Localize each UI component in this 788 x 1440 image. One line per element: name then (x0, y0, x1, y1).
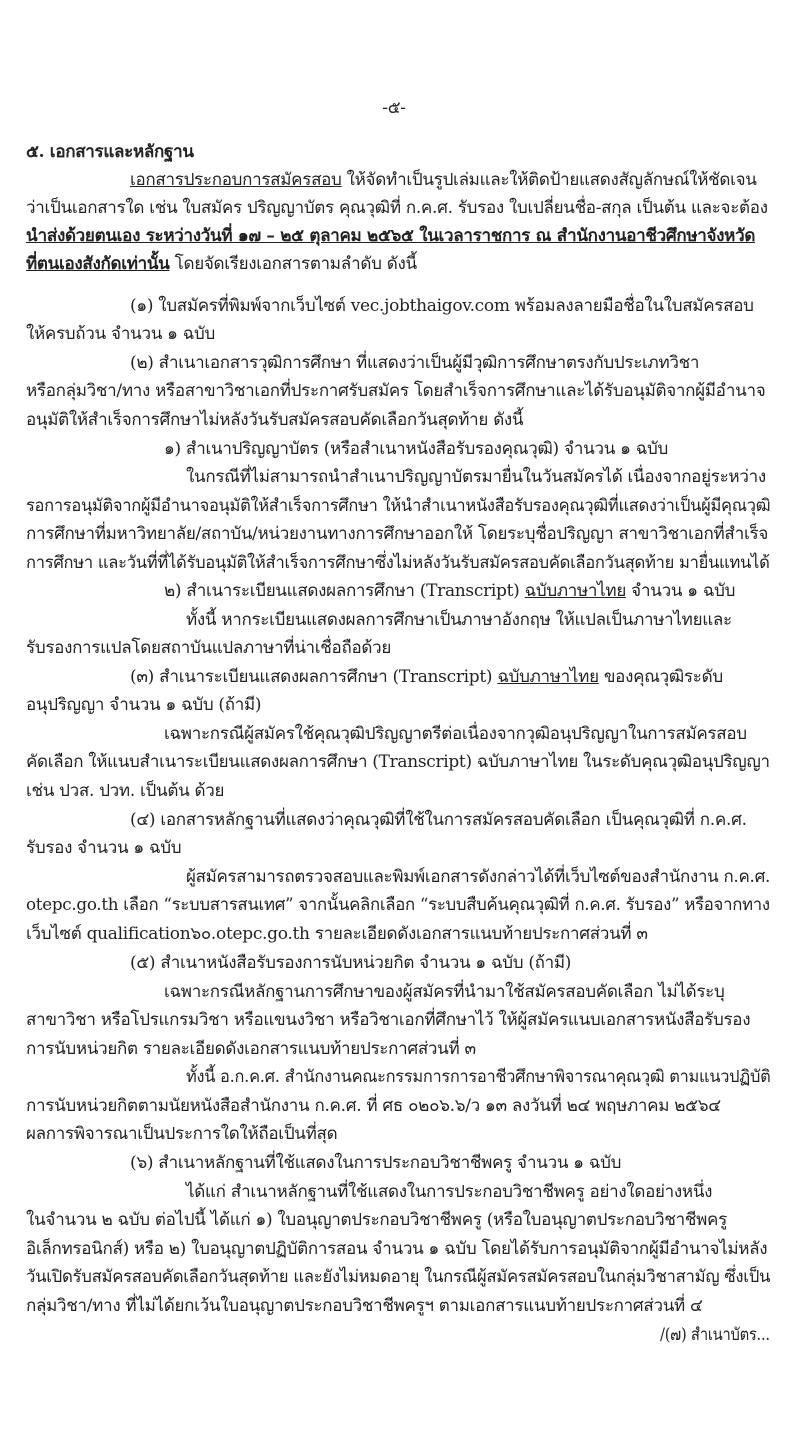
item-3-underlined: ฉบับภาษาไทย (497, 667, 599, 687)
intro-underlined-term: เอกสารประกอบการสมัครสอบ (130, 170, 342, 190)
item-3-line-2: อนุปริญญา จำนวน ๑ ฉบับ (ถ้ามี) (26, 695, 262, 715)
item-4-detail-1: ผู้สมัครสามารถตรวจสอบและพิมพ์เอกสารดังกล่าวได้ที่เว็บไซต์ของสำนักงาน ก.ค.ศ. (186, 867, 771, 887)
intro-line-4-rest: โดยจัดเรียงเอกสารตามลำดับ ดังนี้ (169, 254, 417, 274)
intro-line-1 (130, 168, 757, 192)
item-1-line-1: (๑) ใบสมัครที่พิมพ์จากเว็บไซต์ vec.jobthaigov.com พร้อมลงลายมือชื่อในใบสมัครสอบ (130, 296, 754, 316)
item-6-detail-1: ได้แก่ สำเนาหลักฐานที่ใช้แสดงในการประกอบวิชาชีพครู อย่างใดอย่างหนึ่ง (186, 1182, 713, 1202)
item-2-sub-2-detail-2: รับรองการแปลโดยสถาบันแปลภาษาที่น่าเชื่อถือด้วย (26, 638, 392, 658)
item-3-detail-2: คัดเลือก ให้แนบสำเนาระเบียนแสดงผลการศึกษา (Transcript) ฉบับภาษาไทย ในระดับคุณวุฒิอนุปริญญา (26, 752, 770, 772)
item-2-line-1: (๒) สำเนาเอกสารวุฒิการศึกษา ที่แสดงว่าเป็นผู้มีวุฒิการศึกษาตรงกับประเภทวิชา (130, 353, 700, 373)
item-4-line-1: (๔) เอกสารหลักฐานที่แสดงว่าคุณวุฒิที่ใช้ในการสมัครสอบคัดเลือก เป็นคุณวุฒิที่ ก.ค.ศ. (130, 810, 747, 830)
intro-line-2: ว่าเป็นเอกสารใด เช่น ใบสมัคร ปริญญาบัตร คุณวุฒิที่ ก.ค.ศ. รับรอง ใบเปลี่ยนชื่อ-สกุล เป็นต้น และจะต้อง (26, 198, 768, 218)
item-5-detail-3: การนับหน่วยกิต รายละเอียดดังเอกสารแนบท้ายประกาศส่วนที่ ๓ (26, 1039, 476, 1059)
continuation-text: /(๗) สำเนาบัตร... (660, 1325, 770, 1345)
item-3-detail-3: เช่น ปวส. ปวท. เป็นต้น ด้วย (26, 781, 225, 801)
page-number: -๕- (382, 98, 406, 118)
item-3-line-1 (130, 665, 723, 689)
intro-line-3: นำส่งด้วยตนเอง ระหว่างวันที่ ๑๗ – ๒๕ ตุลาคม ๒๕๖๕ ในเวลาราชการ ณ สำนักงานอาชีวศึกษาจังหวัด (26, 226, 756, 246)
item-2-sub-1-detail-3: การศึกษาที่มหาวิทยาลัย/สถาบัน/หน่วยงานทางการศึกษาออกให้ โดยระบุชื่อปริญญา สาขาวิชาเอกที่สำเร็จ (26, 524, 769, 544)
item-3-line-1-b: ของคุณวุฒิระดับ (598, 667, 723, 687)
item-3-line-1-a: (๓) สำเนาระเบียนแสดงผลการศึกษา (Transcript) (130, 667, 498, 687)
item-4-detail-3: เว็บไซต์ qualification๖๐.otepc.go.th รายละเอียดดังเอกสารแนบท้ายประกาศส่วนที่ ๓ (26, 924, 648, 944)
item-2-sub-1-detail-2: รอการอนุมัติจากผู้มีอำนาจอนุมัติให้สำเร็จการศึกษา ให้นำสำเนาหนังสือรับรองคุณวุฒิที่แสดงว่าเป็นผู้มีคุณวุฒิ (26, 496, 771, 516)
item-2-sub-2-b: จำนวน ๑ ฉบับ (625, 581, 736, 601)
item-6-detail-3: อิเล็กทรอนิกส์) หรือ ๒) ใบอนุญาตปฏิบัติการสอน จำนวน ๑ ฉบับ โดยได้รับการอนุมัติจากผู้มีอำนาจไม่หลัง (26, 1239, 768, 1259)
item-2-line-2: หรือกลุ่มวิชา/ทาง หรือสาขาวิชาเอกที่ประกาศรับสมัคร โดยสำเร็จการศึกษาและได้รับอนุมัติจากผู้มีอำนาจ (26, 381, 766, 401)
item-4-line-2: รับรอง จำนวน ๑ ฉบับ (26, 838, 182, 858)
item-2-sub-1-detail-4: การศึกษา และวันที่ที่ได้รับอนุมัติให้สำเร็จการศึกษาซึ่งไม่หลังวันรับสมัครสอบคัดเลือกวันสุดท้าย มายื่นแทนได้ (26, 553, 770, 573)
item-3-detail-1: เฉพาะกรณีผู้สมัครใช้คุณวุฒิปริญญาตรีต่อเนื่องจากวุฒิอนุปริญญาในการสมัครสอบ (164, 724, 747, 744)
intro-line-4 (26, 252, 417, 276)
item-2-sub-1: ๑) สำเนาปริญญาบัตร (หรือสำเนาหนังสือรับรองคุณวุฒิ) จำนวน ๑ ฉบับ (164, 439, 669, 459)
item-2-sub-2-underlined: ฉบับภาษาไทย (524, 581, 626, 601)
item-6-line-1: (๖) สำเนาหลักฐานที่ใช้แสดงในการประกอบวิชาชีพครู จำนวน ๑ ฉบับ (130, 1153, 622, 1173)
item-5-detail-2: สาขาวิชา หรือโปรแกรมวิชา หรือแขนงวิชา หรือวิชาเอกที่ศึกษาไว้ ให้ผู้สมัครแนบเอกสารหนังสือรับรอง (26, 1010, 751, 1030)
item-2-sub-2-detail-1: ทั้งนี้ หากระเบียนแสดงผลการศึกษาเป็นภาษาอังกฤษ ให้แปลเป็นภาษาไทยและ (186, 610, 732, 630)
item-6-detail-2: ในจำนวน ๒ ฉบับ ต่อไปนี้ ได้แก่ ๑) ใบอนุญาตประกอบวิชาชีพครู (หรือใบอนุญาตประกอบวิชาชีพครู (26, 1210, 727, 1230)
intro-line-1-rest: ให้จัดทำเป็นรูปเล่มและให้ติดป้ายแสดงสัญลักษณ์ให้ชัดเจน (341, 170, 757, 190)
item-1-line-2: ให้ครบถ้วน จำนวน ๑ ฉบับ (26, 324, 216, 344)
item-2-sub-2 (164, 579, 735, 603)
item-5-detail-1: เฉพาะกรณีหลักฐานการศึกษาของผู้สมัครที่นำมาใช้สมัครสอบคัดเลือก ไม่ได้ระบุ (164, 982, 725, 1002)
item-6-detail-5: กลุ่มวิชา/ทาง ที่ไม่ได้ยกเว้นใบอนุญาตประกอบวิชาชีพครูฯ ตามเอกสารแนบท้ายประกาศส่วนที่ ๔ (26, 1296, 703, 1316)
item-4-detail-2: otepc.go.th เลือก “ระบบสารสนเทศ” จากนั้นคลิกเลือก “ระบบสืบค้นคุณวุฒิที่ ก.ค.ศ. รับรอง” หรือจากทาง (26, 895, 770, 915)
item-2-sub-1-detail-1: ในกรณีที่ไม่สามารถนำสำเนาปริญญาบัตรมายื่นในวันสมัครได้ เนื่องจากอยู่ระหว่าง (186, 467, 766, 487)
section-title: ๕. เอกสารและหลักฐาน (26, 142, 194, 162)
item-5-note-3: ผลการพิจารณาเป็นประการใดให้ถือเป็นที่สุด (26, 1124, 338, 1144)
item-5-line-1: (๕) สำเนาหนังสือรับรองการนับหน่วยกิต จำนวน ๑ ฉบับ (ถ้ามี) (130, 953, 572, 973)
item-6-detail-4: วันเปิดรับสมัครสอบคัดเลือกวันสุดท้าย และยังไม่หมดอายุ ในกรณีผู้สมัครสมัครสอบในกลุ่มวิชาสามัญ ซึ่งเป็น (26, 1267, 771, 1287)
item-2-line-3: อนุมัติให้สำเร็จการศึกษาไม่หลังวันรับสมัครสอบคัดเลือกวันสุดท้าย ดังนี้ (26, 410, 524, 430)
intro-bold-underlined: ที่ตนเองสังกัดเท่านั้น (26, 254, 170, 274)
item-2-sub-2-a: ๒) สำเนาระเบียนแสดงผลการศึกษา (Transcript) (164, 581, 525, 601)
item-5-note-1: ทั้งนี้ อ.ก.ค.ศ. สำนักงานคณะกรรมการการอาชีวศึกษาพิจารณาคุณวุฒิ ตามแนวปฏิบัติ (186, 1067, 771, 1087)
item-5-note-2: การนับหน่วยกิตตามนัยหนังสือสำนักงาน ก.ค.ศ. ที่ ศธ ๐๒๐๖.๖/ว ๑๓ ลงวันที่ ๒๔ พฤษภาคม ๒๕๖๔ (26, 1096, 721, 1116)
